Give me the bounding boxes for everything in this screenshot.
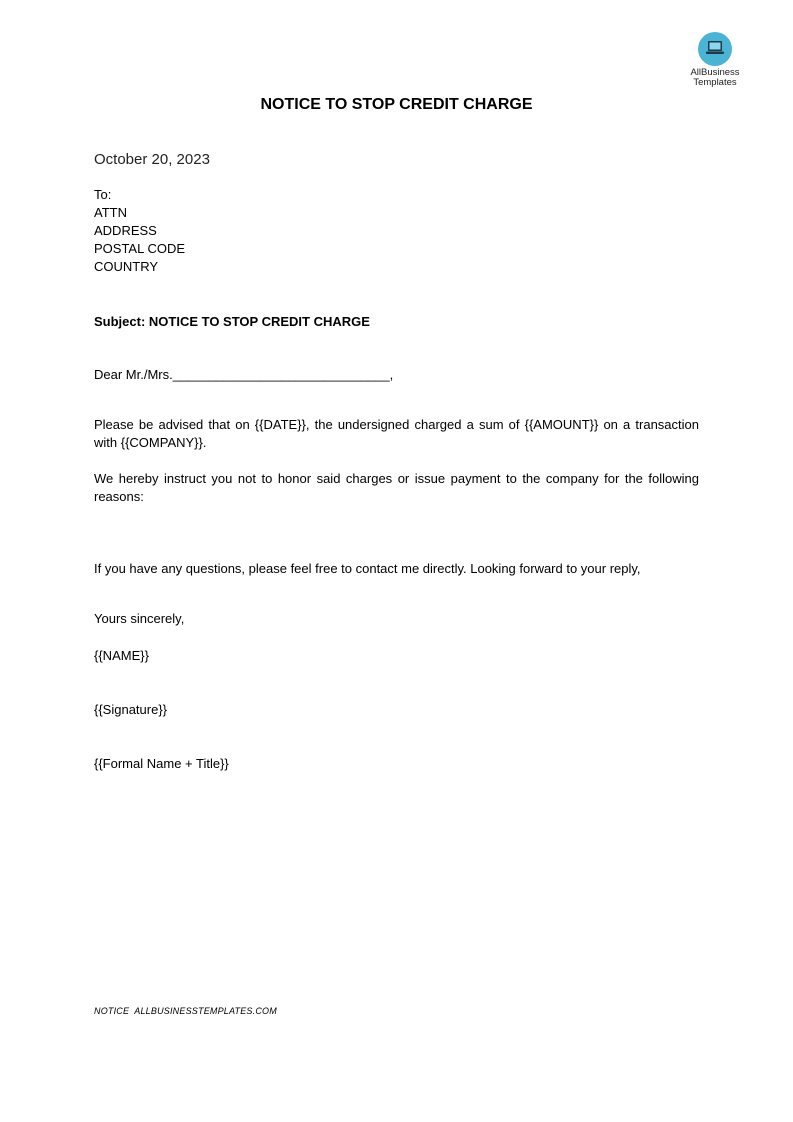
recipient-country: COUNTRY <box>94 259 159 274</box>
sender-formal-name: {{Formal Name + Title}} <box>94 756 229 771</box>
letter-salutation: Dear Mr./Mrs.______________________________, <box>94 367 394 382</box>
recipient-address-line: ADDRESS <box>94 223 157 238</box>
paragraph-instruction: We hereby instruct you not to honor said charges or issue payment to the company for the following reasons: <box>94 471 699 504</box>
recipient-address <box>94 186 185 276</box>
letter-closing: Yours sincerely, <box>94 611 185 626</box>
recipient-postal-code: POSTAL CODE <box>94 241 186 256</box>
paragraph-charge-details: Please be advised that on {{DATE}}, the undersigned charged a sum of {{AMOUNT}} on a transaction with {{COMPANY}}. <box>94 417 699 450</box>
logo-text-line2: Templates <box>693 77 737 88</box>
document-title: NOTICE TO STOP CREDIT CHARGE <box>260 96 533 113</box>
paragraph-contact: If you have any questions, please feel free to contact me directly. Looking forward to your reply, <box>94 561 641 576</box>
sender-signature: {{Signature}} <box>94 702 168 717</box>
brand-logo <box>683 32 747 88</box>
laptop-icon <box>698 32 732 66</box>
recipient-attn: ATTN <box>94 205 127 220</box>
page-footer: NOTICE ALLBUSINESSTEMPLATES.COM <box>94 1006 277 1016</box>
letter-date: October 20, 2023 <box>94 151 210 168</box>
recipient-to: To: <box>94 187 112 202</box>
logo-text-line1: AllBusiness <box>690 67 740 78</box>
sender-name: {{NAME}} <box>94 648 149 663</box>
letter-subject: Subject: NOTICE TO STOP CREDIT CHARGE <box>94 314 370 329</box>
